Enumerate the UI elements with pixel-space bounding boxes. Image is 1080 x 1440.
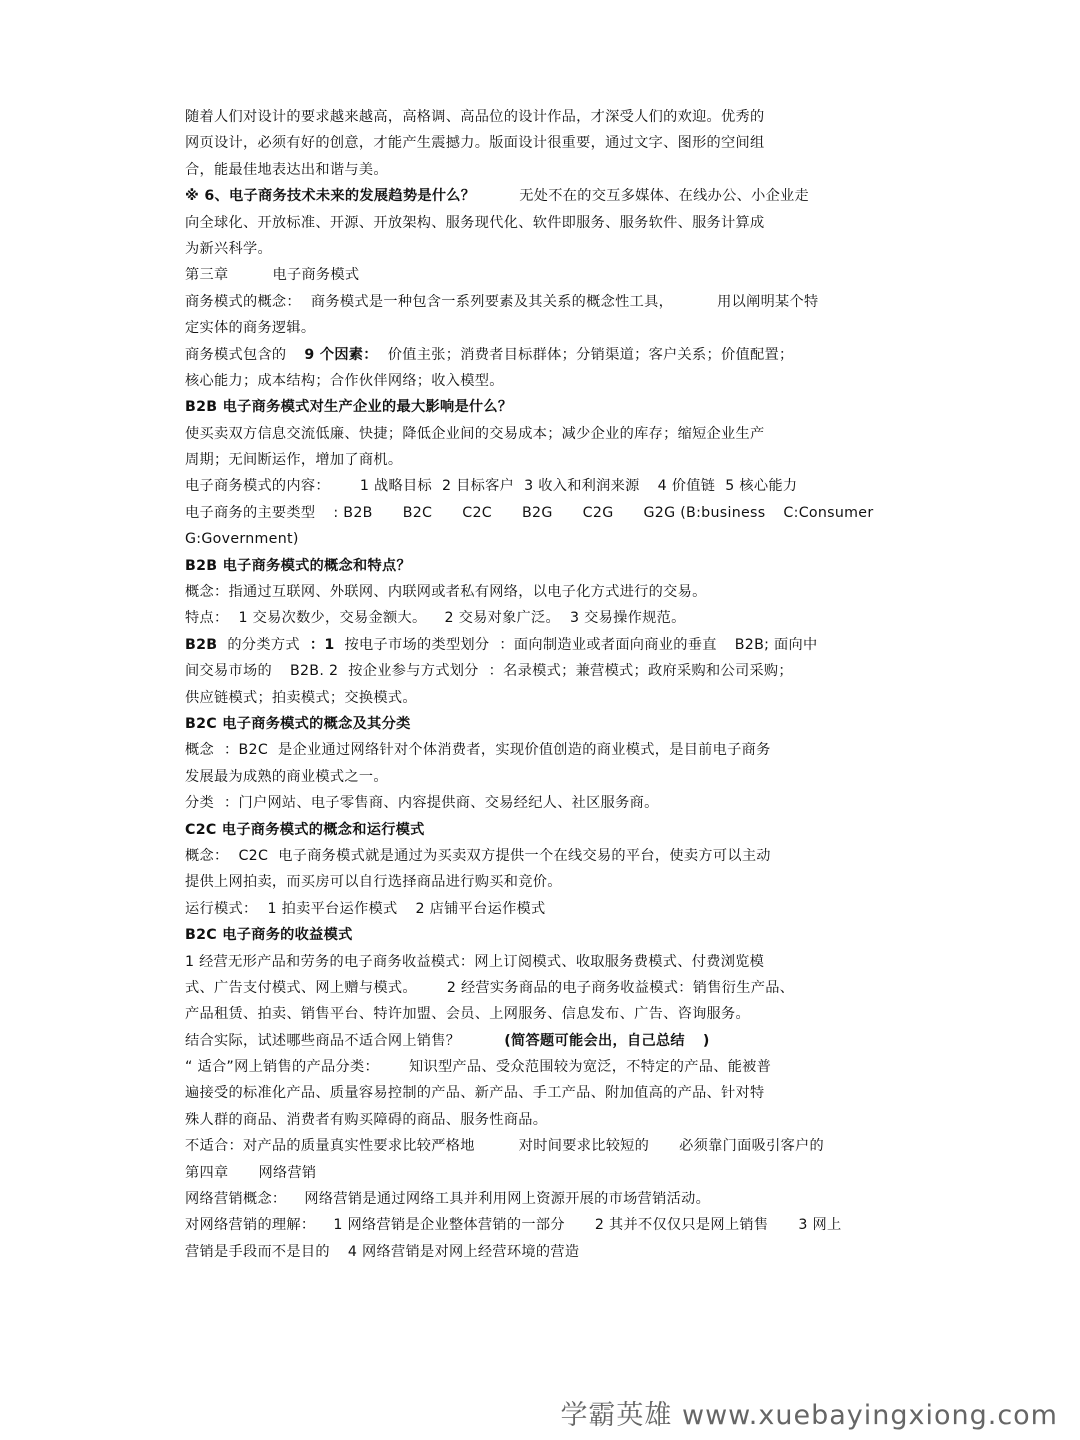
chapter-4-heading: 第四章 网络营销 [185, 1164, 317, 1181]
section-heading: B2C 电子商务模式的概念及其分类 [185, 715, 411, 732]
site-watermark: 学霸英雄 www.xuebayingxiong.com [560, 1400, 1058, 1431]
section-heading: B2B 电子商务模式对生产企业的最大影响是什么？ [185, 399, 513, 416]
text-line: 周期；无间断运作，增加了商机。 [185, 452, 403, 469]
document-body [185, 104, 905, 1265]
text-line: 供应链模式；拍卖模式；交换模式。 [185, 689, 417, 706]
text-line: 特点： 1 交易次数少，交易金额大。 2 交易对象广泛。 3 交易操作规范。 [185, 610, 686, 627]
text-line: 为新兴科学。 [185, 240, 272, 257]
text-line: 概念：指通过互联网、外联网、内联网或者私有网络，以电子化方式进行的交易。 [185, 584, 707, 601]
section-heading: B2C 电子商务的收益模式 [185, 927, 353, 944]
text-line: 殊人群的商品、消费者有购买障碍的商品、服务性商品。 [185, 1111, 548, 1128]
text-line: 运行模式： 1 拍卖平台运作模式 2 店铺平台运作模式 [185, 900, 546, 917]
text-line: 核心能力；成本结构；合作伙伴网络；收入模型。 [185, 372, 504, 389]
text-line: 结合实际，试述哪些商品不适合网上销售？ (简答题可能会出，自己总结 ) [185, 1032, 710, 1049]
text-line: 对网络营销的理解： 1 网络营销是企业整体营销的一部分 2 其并不仅仅只是网上销售 3 网上 [185, 1217, 842, 1234]
question-6: ※ 6、电子商务技术未来的发展趋势是什么？ 无处不在的交互多媒体、在线办公、小企业走 [185, 188, 810, 205]
text-line: 网页设计，必须有好的创意，才能产生震撼力。版面设计很重要，通过文字、图形的空间组 [185, 135, 765, 152]
chapter-3-heading: 第三章 电子商务模式 [185, 267, 360, 284]
text-line: 使买卖双方信息交流低廉、快捷；降低企业间的交易成本；减少企业的库存；缩短企业生产 [185, 425, 765, 442]
text-line: 概念 ：B2C 是企业通过网络针对个体消费者，实现价值创造的商业模式，是目前电子商务 [185, 742, 771, 759]
text-line: 产品租赁、拍卖、销售平台、特许加盟、会员、上网服务、信息发布、广告、咨询服务。 [185, 1006, 751, 1023]
text-line: 概念： C2C 电子商务模式就是通过为买卖双方提供一个在线交易的平台，使卖方可以主动 [185, 847, 771, 864]
text-line: 向全球化、开放标准、开源、开放架构、服务现代化、软件即服务、服务软件、服务计算成 [185, 214, 765, 231]
text-line: 间交易市场的 B2B. 2 按企业参与方式划分 ：名录模式；兼营模式；政府采购和公司采购； [185, 663, 793, 680]
text-line: 随着人们对设计的要求越来越高，高格调、高品位的设计作品，才深受人们的欢迎。优秀的 [185, 109, 765, 125]
text-line: 遍接受的标准化产品、质量容易控制的产品、新产品、手工产品、附加值高的产品、针对特 [185, 1085, 765, 1102]
text-line: 商务模式包含的 9 个因素： 价值主张；消费者目标群体；分销渠道；客户关系；价值配置； [185, 346, 794, 363]
text-line: G:Government) [185, 531, 299, 548]
text-line: 发展最为成熟的商业模式之一。 [185, 768, 388, 785]
text-line: 合，能最佳地表达出和谐与美。 [185, 161, 388, 178]
section-heading: C2C 电子商务模式的概念和运行模式 [185, 821, 425, 838]
text-line: 营销是手段而不是目的 4 网络营销是对网上经营环境的营造 [185, 1243, 580, 1260]
text-line: 电子商务模式的内容： 1 战略目标 2 目标客户 3 收入和利润来源 4 价值链 5 核心能力 [185, 478, 798, 495]
text-line: 不适合：对产品的质量真实性要求比较严格地 对时间要求比较短的 必须靠门面吸引客户的 [185, 1138, 825, 1155]
text-line: B2B 的分类方式 ：1 按电子市场的类型划分 ：面向制造业或者面向商业的垂直 B2B; 面向中 [185, 636, 818, 653]
text-line: 1 经营无形产品和劳务的电子商务收益模式：网上订阅模式、收取服务费模式、付费浏览模 [185, 953, 765, 970]
text-line: “ 适合”网上销售的产品分类： 知识型产品、受众范围较为宽泛，不特定的产品、能被普 [185, 1059, 772, 1076]
text-line: 提供上网拍卖，而买房可以自行选择商品进行购买和竞价。 [185, 874, 562, 891]
section-heading: B2B 电子商务模式的概念和特点？ [185, 557, 411, 574]
text-line: 定实体的商务逻辑。 [185, 320, 316, 337]
text-line: 分类 ：门户网站、电子零售商、内容提供商、交易经纪人、社区服务商。 [185, 795, 659, 812]
text-line: 电子商务的主要类型 : B2B B2C C2C B2G C2G G2G (B:business C:Consumer [185, 504, 874, 521]
text-line: 商务模式的概念： 商务模式是一种包含一系列要素及其关系的概念性工具， 用以阐明某个特 [185, 293, 819, 310]
text-line: 网络营销概念： 网络营销是通过网络工具并利用网上资源开展的市场营销活动。 [185, 1191, 711, 1208]
text-line: 式、广告支付模式、网上赠与模式。 2 经营实务商品的电子商务收益模式：销售衍生产品、 [185, 979, 795, 996]
